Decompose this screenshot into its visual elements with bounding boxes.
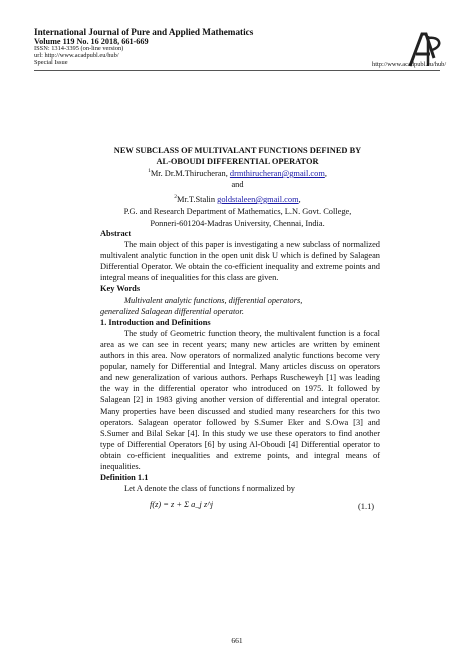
equation-1-1: f(z) = z + Σ a_j z^j — [150, 500, 214, 509]
author-1 — [60, 168, 415, 180]
author-2-tail: , — [298, 194, 301, 204]
journal-name: International Journal of Pure and Applied Mathematics — [34, 27, 254, 37]
title-line-1: NEW SUBCLASS OF MULTIVALANT FUNCTIONS DEFINED BY — [113, 146, 362, 155]
author-1-email-link[interactable]: drmthirucheran@gmail.com — [229, 168, 325, 178]
paper-title — [60, 146, 415, 168]
abstract-section — [100, 228, 380, 494]
keywords-line-2: generalized Salagean differential operator. — [100, 306, 244, 316]
author-2-name: Mr.T.Stalin — [177, 194, 218, 204]
special-issue: Special Issue — [34, 58, 68, 66]
author-1-name: Mr. Dr.M.Thirucheran, — [150, 168, 230, 178]
author-2-email-link[interactable]: goldstaleen@gmail.com — [217, 194, 299, 204]
equation-number: (1.1) — [358, 502, 375, 511]
intro-heading: 1. Introduction and Definitions — [100, 317, 211, 327]
intro-text: The study of Geometric function theory, the multivalent function is a focal area as we can see in recent years; many new articles are written by eminent authors in this area. Now operators of normalized analytic functions become very popular, namely for Differential and Integral. Many articles discuss on operators and new generalization of various authors. Perhaps Ruscheweyh [1] was leading the way in the differential operator who introduced on 1975. It followed by Salagean [2] in 1983 giving another version of differential and integral operator. Many properties have been discussed and studied many researchers for this two operators. Salagean operator followed by S.Sumer Eker and S.Owa [3] and S.Sumer and Bilal Sekar [4]. In this study we use these operators to find another type of Differential Operators [6] by using Al-Oboudi [4] Differential operator to obtain co-efficient inequalities and extreme points, and integral means of inequalities. — [100, 328, 380, 471]
logo-url: http://www.acadpubl.eu/hub/ — [372, 61, 447, 68]
affiliation-2: Ponneri-601204-Madras University, Chennai, India. — [150, 219, 325, 228]
journal-issn: ISSN: 1314-3395 (on-line version) — [34, 45, 124, 53]
keywords-line-1: Multivalent analytic functions, differential operators, — [124, 295, 303, 305]
author-2-sup: 2 — [174, 194, 178, 200]
definition-heading: Definition 1.1 — [100, 473, 149, 483]
and-text: and — [231, 180, 244, 189]
author-2 — [60, 194, 415, 206]
title-line-2: AL-OBOUDI DIFFERENTIAL OPERATOR — [156, 156, 319, 166]
definition-text: Let A denote the class of functions f normalized by — [124, 484, 295, 494]
abstract-text: The main object of this paper is investigating a new subclass of normalized multivalent analytic function in the open unit disk U which is defined by Salagean Differential Operator. We obtain the co-efficient inequality and extreme points and integral means of inequalities for this class are given. — [100, 240, 380, 283]
keywords-heading: Key Words — [100, 284, 141, 294]
author-1-tail: , — [324, 168, 327, 178]
abstract-heading: Abstract — [100, 229, 132, 238]
journal-volume: Volume 119 No. 16 2018, 661-669 — [34, 36, 149, 46]
affiliation-1: P.G. and Research Department of Mathematics, L.N. Govt. College, — [123, 207, 352, 216]
author-1-sup: 1 — [148, 168, 151, 174]
journal-url: url: http://www.acadpubl.eu/hub/ — [34, 51, 119, 59]
page-number: 661 — [231, 636, 243, 645]
header-rule — [34, 70, 440, 71]
